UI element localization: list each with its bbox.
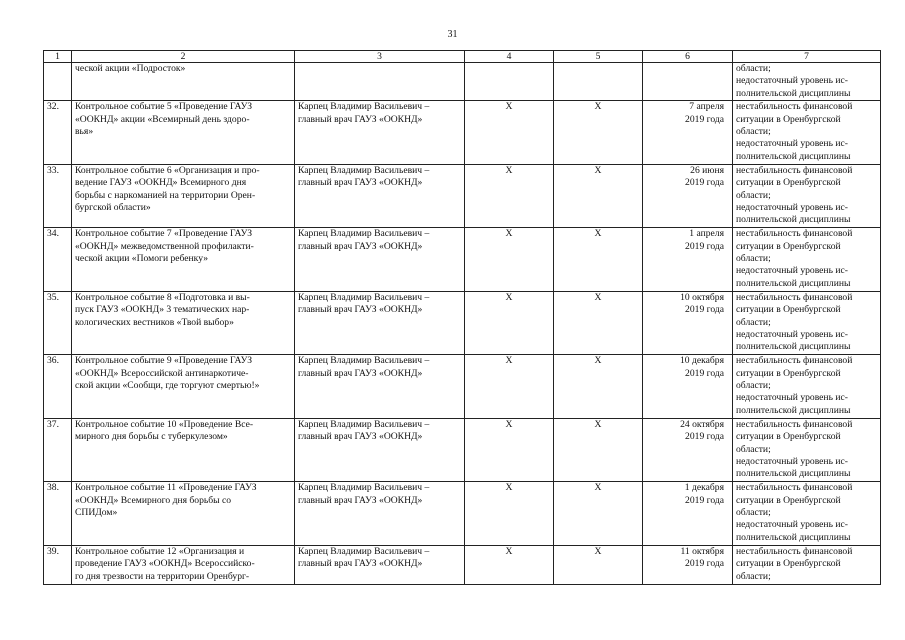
cell-num: 36.: [44, 355, 72, 419]
risk-line: полнительской дисциплины: [736, 277, 851, 289]
cell-col4: Х: [465, 418, 554, 482]
risk-line: полнительской дисциплины: [736, 531, 851, 543]
risk-line: полнительской дисциплины: [736, 468, 851, 480]
event-line: проведение ГАУЗ «ООКНД» Всероссийско-: [75, 558, 255, 570]
table-row: [44, 418, 881, 482]
cell-event: [72, 545, 295, 584]
table-row: [44, 228, 881, 292]
cell-num: 37.: [44, 418, 72, 482]
header-row: [44, 51, 881, 63]
date-line: 10 октября: [680, 291, 724, 303]
risk-line: нестабильность финансовой: [736, 101, 853, 113]
date-line: 2019 года: [685, 240, 724, 252]
header-cell: 1: [44, 51, 72, 63]
cell-risk: [733, 482, 881, 546]
date-line: 7 апреля: [689, 101, 724, 113]
cell-date: [643, 355, 733, 419]
header-cell: 5: [554, 51, 643, 63]
cell-col4: Х: [465, 164, 554, 228]
cell-risk: [733, 164, 881, 228]
cell-col5: Х: [554, 482, 643, 546]
date-line: 10 декабря: [680, 355, 724, 367]
responsible-line: главный врач ГАУЗ «ООКНД»: [298, 367, 423, 379]
responsible-line: главный врач ГАУЗ «ООКНД»: [298, 113, 423, 125]
responsible-line: главный врач ГАУЗ «ООКНД»: [298, 558, 423, 570]
event-line: вья»: [75, 126, 94, 138]
event-line: «ООКНД» Всемирного дня борьбы со: [75, 494, 232, 506]
risk-line: ситуации в Оренбургской: [736, 431, 841, 443]
event-line: Контрольное событие 7 «Проведение ГАУЗ: [75, 228, 253, 240]
event-line: ведение ГАУЗ «ООКНД» Всемирного дня: [75, 177, 247, 189]
cell-date: [643, 228, 733, 292]
date-line: 1 апреля: [689, 228, 724, 240]
risk-line: нестабильность финансовой: [736, 355, 853, 367]
event-line: Контрольное событие 8 «Подготовка и вы-: [75, 291, 250, 303]
risk-line: области;: [736, 570, 771, 582]
table-row: [44, 291, 881, 355]
risk-line: ситуации в Оренбургской: [736, 177, 841, 189]
event-line: Контрольное событие 10 «Проведение Все-: [75, 418, 254, 430]
cell-risk: [733, 228, 881, 292]
cell-event: [72, 482, 295, 546]
risk-line: ситуации в Оренбургской: [736, 558, 841, 570]
responsible-line: Карпец Владимир Васильевич –: [298, 482, 430, 494]
page-number: 31: [447, 29, 458, 40]
risk-line: нестабильность финансовой: [736, 228, 853, 240]
risk-line: нестабильность финансовой: [736, 291, 853, 303]
cell-responsible: [295, 228, 465, 292]
cell-num: 33.: [44, 164, 72, 228]
risk-line: ситуации в Оренбургской: [736, 240, 841, 252]
cell-event: [72, 101, 295, 165]
cell-date: [643, 101, 733, 165]
responsible-line: Карпец Владимир Васильевич –: [298, 228, 430, 240]
risk-line: недостаточный уровень ис-: [736, 519, 848, 531]
risk-line: нестабильность финансовой: [736, 418, 853, 430]
cell-num: 35.: [44, 291, 72, 355]
risk-line: полнительской дисциплины: [736, 404, 851, 416]
cell-date: [643, 545, 733, 584]
cell-date: [643, 291, 733, 355]
cell-col5: [554, 63, 643, 101]
cell-risk: [733, 291, 881, 355]
risk-line: области;: [736, 443, 771, 455]
risk-line: области;: [736, 380, 771, 392]
responsible-line: Карпец Владимир Васильевич –: [298, 418, 430, 430]
cell-num: [44, 63, 72, 101]
header-cell: 4: [465, 51, 554, 63]
cell-responsible: [295, 418, 465, 482]
responsible-line: главный врач ГАУЗ «ООКНД»: [298, 494, 423, 506]
event-line: Контрольное событие 12 «Организация и: [75, 545, 245, 557]
responsible-line: главный врач ГАУЗ «ООКНД»: [298, 431, 423, 443]
responsible-line: Карпец Владимир Васильевич –: [298, 291, 430, 303]
risk-line: области;: [736, 126, 771, 138]
cell-num: 34.: [44, 228, 72, 292]
risk-line: недостаточный уровень ис-: [736, 75, 848, 87]
responsible-line: Карпец Владимир Васильевич –: [298, 355, 430, 367]
date-line: 24 октября: [680, 418, 724, 430]
cell-num: 32.: [44, 101, 72, 165]
risk-line: недостаточный уровень ис-: [736, 201, 848, 213]
cell-col4: Х: [465, 291, 554, 355]
cell-date: [643, 482, 733, 546]
cell-responsible: [295, 291, 465, 355]
cell-responsible: [295, 164, 465, 228]
event-line: ческой акции «Помоги ребенку»: [75, 253, 209, 265]
risk-line: ситуации в Оренбургской: [736, 367, 841, 379]
cell-event: [72, 63, 295, 101]
cell-event: [72, 355, 295, 419]
cell-col5: Х: [554, 291, 643, 355]
cell-col5: Х: [554, 164, 643, 228]
cell-col5: Х: [554, 545, 643, 584]
event-line: мирного дня борьбы с туберкулезом»: [75, 431, 228, 443]
risk-line: области;: [736, 507, 771, 519]
responsible-line: главный врач ГАУЗ «ООКНД»: [298, 240, 423, 252]
responsible-line: Карпец Владимир Васильевич –: [298, 101, 430, 113]
event-line: Контрольное событие 6 «Организация и про-: [75, 164, 260, 176]
responsible-line: главный врач ГАУЗ «ООКНД»: [298, 304, 423, 316]
risk-line: полнительской дисциплины: [736, 87, 851, 99]
risk-line: недостаточный уровень ис-: [736, 265, 848, 277]
event-line: «ООКНД» Всероссийской антинаркотиче-: [75, 367, 249, 379]
cell-responsible: [295, 355, 465, 419]
table-row: [44, 482, 881, 546]
risk-line: ситуации в Оренбургской: [736, 304, 841, 316]
header-cell: 2: [72, 51, 295, 63]
risk-line: недостаточный уровень ис-: [736, 138, 848, 150]
responsible-line: Карпец Владимир Васильевич –: [298, 164, 430, 176]
event-line: ской акции «Сообщи, где торгуют смертью!»: [75, 380, 260, 392]
cell-col5: Х: [554, 418, 643, 482]
header-cell: 7: [733, 51, 881, 63]
event-line: СПИДом»: [75, 507, 118, 519]
cell-risk: [733, 418, 881, 482]
risk-line: области;: [736, 63, 771, 74]
event-line: го дня трезвости на территории Оренбург-: [75, 570, 250, 582]
date-line: 1 декабря: [684, 482, 724, 494]
cell-col4: Х: [465, 482, 554, 546]
risk-line: недостаточный уровень ис-: [736, 455, 848, 467]
date-line: 2019 года: [685, 367, 724, 379]
cell-col5: Х: [554, 101, 643, 165]
date-line: 26 июня: [690, 164, 724, 176]
cell-col4: Х: [465, 101, 554, 165]
cell-event: [72, 164, 295, 228]
date-line: 2019 года: [685, 558, 724, 570]
header-cell: 6: [643, 51, 733, 63]
event-line: ческой акции «Подросток»: [75, 63, 186, 74]
cell-event: [72, 291, 295, 355]
risk-line: нестабильность финансовой: [736, 164, 853, 176]
cell-col4: Х: [465, 545, 554, 584]
cell-responsible: [295, 482, 465, 546]
responsible-line: Карпец Владимир Васильевич –: [298, 545, 430, 557]
risk-line: недостаточный уровень ис-: [736, 328, 848, 340]
table-row: [44, 355, 881, 419]
event-line: «ООКНД» акции «Всемирный день здоро-: [75, 113, 250, 125]
risk-line: полнительской дисциплины: [736, 150, 851, 162]
cell-num: 38.: [44, 482, 72, 546]
cell-col4: Х: [465, 228, 554, 292]
table-row: [44, 545, 881, 584]
risk-line: полнительской дисциплины: [736, 341, 851, 353]
risk-line: ситуации в Оренбургской: [736, 113, 841, 125]
date-line: 11 октября: [680, 545, 724, 557]
cell-date: [643, 418, 733, 482]
event-line: Контрольное событие 11 «Проведение ГАУЗ: [75, 482, 257, 494]
event-line: Контрольное событие 5 «Проведение ГАУЗ: [75, 101, 253, 113]
cell-responsible: [295, 101, 465, 165]
cell-event: [72, 228, 295, 292]
cell-risk: [733, 63, 881, 101]
cell-date: [643, 63, 733, 101]
date-line: 2019 года: [685, 431, 724, 443]
cell-col5: Х: [554, 228, 643, 292]
header-cell: 3: [295, 51, 465, 63]
risk-line: недостаточный уровень ис-: [736, 392, 848, 404]
date-line: 2019 года: [685, 177, 724, 189]
table-row: [44, 101, 881, 165]
date-line: 2019 года: [685, 304, 724, 316]
risk-line: ситуации в Оренбургской: [736, 494, 841, 506]
date-line: 2019 года: [685, 494, 724, 506]
cell-responsible: [295, 545, 465, 584]
cell-responsible: [295, 63, 465, 101]
risk-line: области;: [736, 316, 771, 328]
continuation-row: [44, 63, 881, 101]
cell-risk: [733, 545, 881, 584]
risk-line: области;: [736, 253, 771, 265]
risk-line: области;: [736, 189, 771, 201]
risk-line: нестабильность финансовой: [736, 545, 853, 557]
event-line: борьбы с наркоманией на территории Орен-: [75, 189, 256, 201]
risk-line: нестабильность финансовой: [736, 482, 853, 494]
risk-line: полнительской дисциплины: [736, 214, 851, 226]
cell-risk: [733, 101, 881, 165]
event-line: «ООКНД» межведомственной профилакти-: [75, 240, 254, 252]
event-line: Контрольное событие 9 «Проведение ГАУЗ: [75, 355, 253, 367]
event-line: бургской области»: [75, 201, 151, 213]
plan-table: [43, 50, 881, 585]
cell-date: [643, 164, 733, 228]
cell-col4: Х: [465, 355, 554, 419]
cell-col4: [465, 63, 554, 101]
cell-risk: [733, 355, 881, 419]
cell-event: [72, 418, 295, 482]
event-line: пуск ГАУЗ «ООКНД» 3 тематических нар-: [75, 304, 250, 316]
cell-num: 39.: [44, 545, 72, 584]
table-row: [44, 164, 881, 228]
date-line: 2019 года: [685, 113, 724, 125]
responsible-line: главный врач ГАУЗ «ООКНД»: [298, 177, 423, 189]
event-line: кологических вестников «Твой выбор»: [75, 316, 234, 328]
cell-col5: Х: [554, 355, 643, 419]
